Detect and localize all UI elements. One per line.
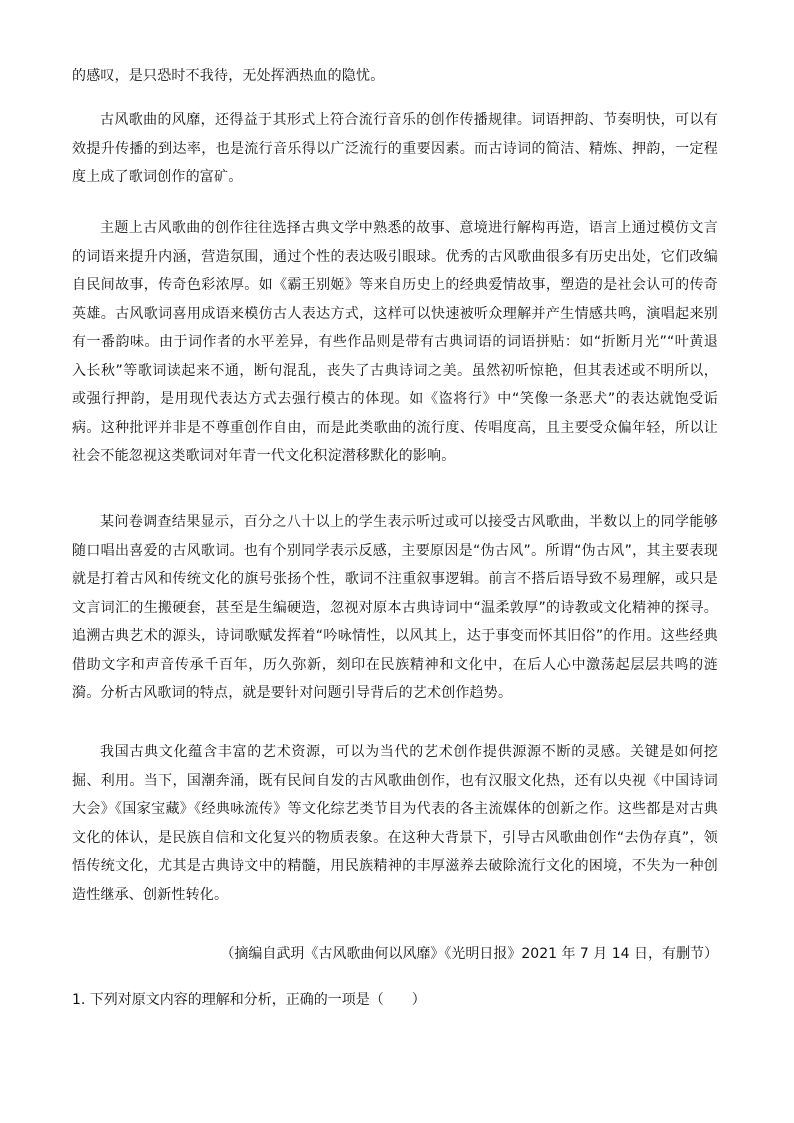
question-1: 1. 下列对原文内容的理解和分析，正确的一项是（ ） xyxy=(72,992,426,1008)
paragraph-classical-culture: 我国古典文化蕴含丰富的艺术资源，可以为当代的艺术创作提供源源不断的灵感。关键是如何挖掘、利用。当下，国潮奔涌，既有民间自发的古风歌曲创作，也有汉服文化热，还有以央视《中国诗词大会》《国家宝藏》《经典咏流传》等文化综艺类节目为代表的各主流媒体的创新之作。这些都是对古典文化的体认，是民族自信和文化复兴的物质表象。在这种大背景下，引导古风歌曲创作“去伪存真”，领悟传统文化，尤其是古典诗文中的精髓，用民族精神的丰厚滋养去破除流行文化的困境，不失为一种创造性继承、创新性转化。 xyxy=(72,744,718,903)
paragraph-form-rhyme: 古风歌曲的风靡，还得益于其形式上符合流行音乐的创作传播规律。词语押韵、节奏明快，可以有效提升传播的到达率，也是流行音乐得以广泛流行的重要因素。而古诗词的简洁、精炼、押韵，一定程度上成了歌词创作的富矿。 xyxy=(72,112,718,185)
paragraph-continuation: 的感叹，是只恐时不我待，无处挥洒热血的隐忧。 xyxy=(72,68,385,84)
source-citation: （摘编自武玥《古风歌曲何以风靡》《光明日报》2021 年 7 月 14 日，有删节） xyxy=(220,946,718,962)
paragraph-survey: 某问卷调查结果显示，百分之八十以上的学生表示听过或可以接受古风歌曲，半数以上的同学能够随口唱出喜爱的古风歌词。也有个别同学表示反感，主要原因是“伪古风”。所谓“伪古风”，其主要表现就是打着古风和传统文化的旗号张扬个性，歌词不注重叙事逻辑。前言不搭后语导致不易理解，或只是文言词汇的生搬硬套，甚至是生编硬造，忽视对原本古典诗词中“温柔敦厚”的诗教或文化精神的探寻。追溯古典艺术的源头，诗词歌赋发挥着“吟咏情性，以风其上，达于事变而怀其旧俗”的作用。这些经典借助文字和声音传承千百年，历久弥新，刻印在民族精神和文化中，在后人心中激荡起层层共鸣的涟漪。分析古风歌词的特点，就是要针对问题引导背后的艺术创作趋势。 xyxy=(72,514,718,701)
paragraph-theme-language: 主题上古风歌曲的创作往往选择古典文学中熟悉的故事、意境进行解构再造，语言上通过模仿文言的词语来提升内涵，营造氛围，通过个性的表达吸引眼球。优秀的古风歌曲很多有历史出处，它们改编自民间故事，传奇色彩浓厚。如《霸王别姬》等来自历史上的经典爱情故事，塑造的是社会认可的传奇英雄。古风歌词喜用成语来模仿古人表达方式，这样可以快速被听众理解并产生情感共鸣，演唱起来别有一番韵味。由于词作者的水平差异，有些作品则是带有古典词语的词语拼贴：如“折断月光”“叶黄退入长秋”等歌词读起来不通，断句混乱，丧失了古典诗词之美。虽然初听惊艳，但其表述或不明所以，或强行押韵，是用现代表达方式去强行模古的体现。如《盗将行》中“笑像一条恶犬”的表达就饱受诟病。这种批评并非是不尊重创作自由，而是此类歌曲的流行度、传唱度高，且主要受众偏年轻，所以让社会不能忽视这类歌词对年青一代文化积淀潜移默化的影响。 xyxy=(72,220,718,464)
